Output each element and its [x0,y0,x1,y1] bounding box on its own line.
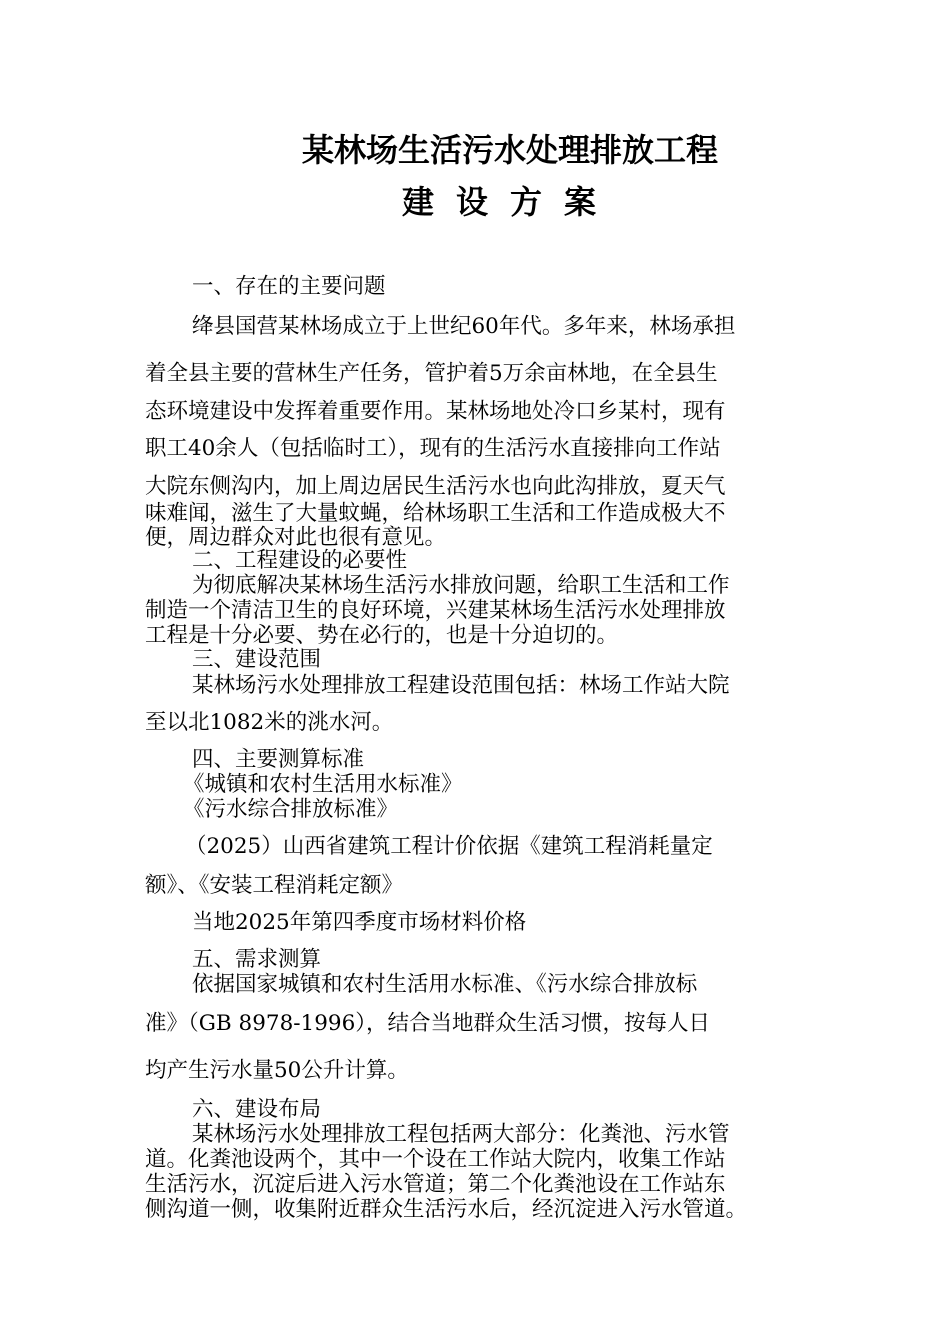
paragraph-line: 为彻底解决某林场生活污水排放问题，给职工生活和工作 [192,573,730,598]
section-heading-1: 一、存在的主要问题 [192,274,386,299]
paragraph-line: 侧沟道一侧，收集附近群众生活污水后，经沉淀进入污水管道。 [145,1197,748,1222]
paragraph-line: （2025）山西省建筑工程计价依据《建筑工程消耗量定 [185,834,713,859]
standard-item: 《城镇和农村生活用水标准》 [183,772,463,797]
paragraph-line: 便，周边群众对此也很有意见。 [145,525,447,550]
paragraph-line: 道。化粪池设两个，其中一个设在工作站大院内，收集工作站 [145,1147,726,1172]
paragraph-line: 依据国家城镇和农村生活用水标准、《污水综合排放标 [192,972,698,997]
paragraph-line: 绛县国营某林场成立于上世纪60年代。多年来，林场承担 [192,314,736,339]
paragraph-line: 至以北1082米的洮水河。 [145,710,394,735]
paragraph-line: 额》、《安装工程消耗定额》 [145,873,404,898]
paragraph-line: 味难闻，滋生了大量蚊蝇，给林场职工生活和工作造成极大不 [145,501,726,526]
paragraph-line: 某林场污水处理排放工程包括两大部分：化粪池、污水管 [192,1122,730,1147]
section-heading-3: 三、建设范围 [192,647,322,672]
section-heading-6: 六、建设布局 [192,1097,322,1122]
paragraph-line: 工程是十分必要、势在必行的，也是十分迫切的。 [145,623,619,648]
paragraph-line: 制造一个清洁卫生的良好环境，兴建某林场生活污水处理排放 [145,598,726,623]
paragraph-line: 生活污水，沉淀后进入污水管道；第二个化粪池设在工作站东 [145,1172,726,1197]
document-subtitle: 建设方案 [401,183,618,221]
section-heading-4: 四、主要测算标准 [192,747,365,772]
paragraph-line: 职工40余人（包括临时工），现有的生活污水直接排向工作站 [145,436,721,461]
standard-item: 《污水综合排放标准》 [183,797,399,822]
paragraph-line: 大院东侧沟内，加上周边居民生活污水也向此沟排放，夏天气 [145,474,726,499]
paragraph-line: 态环境建设中发挥着重要作用。某林场地处冷口乡某村，现有 [145,399,726,424]
document-title: 某林场生活污水处理排放工程 [301,131,718,169]
paragraph-line: 着全县主要的营林生产任务，管护着5万余亩林地，在全县生 [145,361,718,386]
paragraph-line: 准》（GB 8978-1996），结合当地群众生活习惯，按每人日 [145,1011,711,1036]
paragraph-line: 某林场污水处理排放工程建设范围包括：林场工作站大院 [192,673,730,698]
section-heading-5: 五、需求测算 [192,947,322,972]
section-heading-2: 二、工程建设的必要性 [192,548,408,573]
paragraph-line: 当地2025年第四季度市场材料价格 [192,910,527,935]
paragraph-line: 均产生污水量50公升计算。 [145,1058,409,1083]
